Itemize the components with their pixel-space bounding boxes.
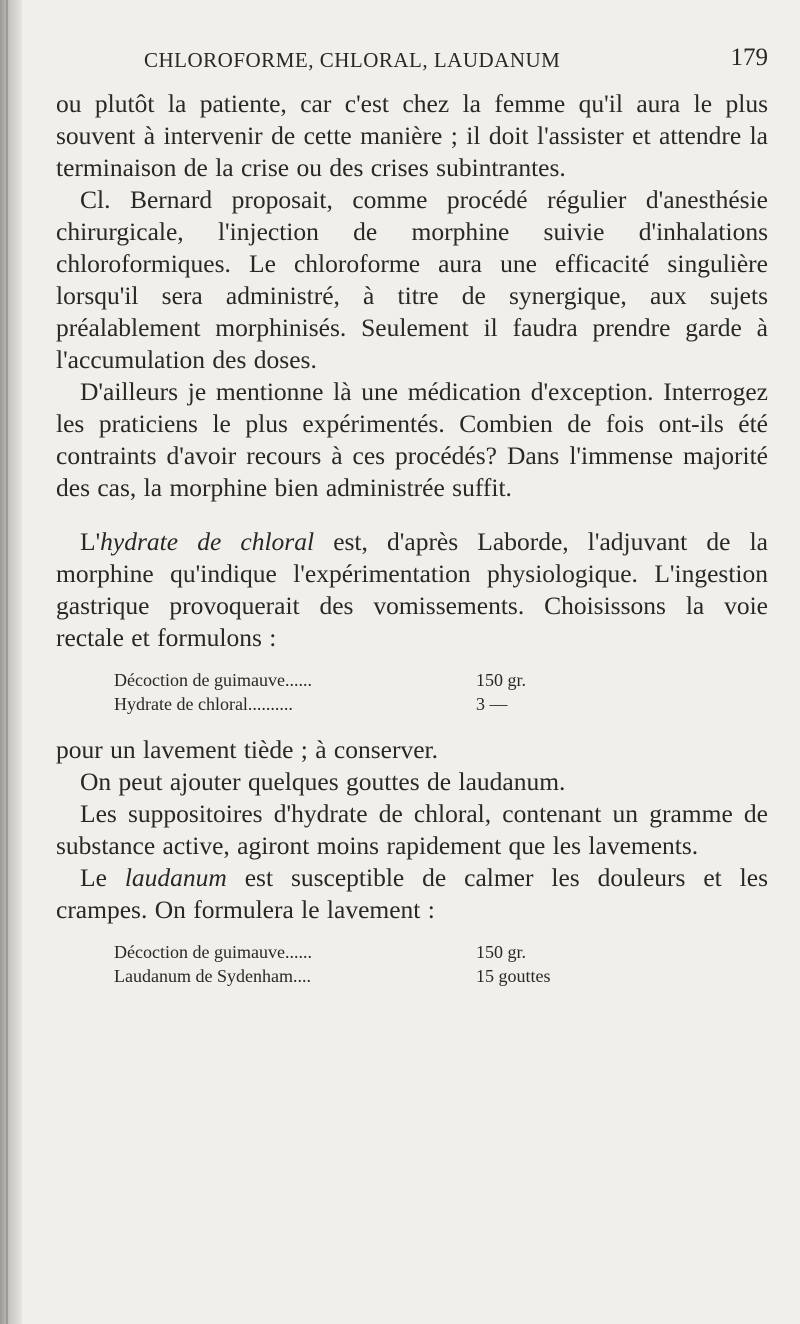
recipe-row [114,964,768,988]
paragraph-7: Les suppositoires d'hydrate de chloral, contenant un gramme de substance active, agiront moins rapidement que les lavements. [56,799,768,860]
recipe-chloral [114,668,768,716]
term-laudanum: laudanum [124,863,227,892]
book-page [56,44,768,1006]
term-hydrate-de-chloral: hydrate de chloral [100,527,315,556]
recipe-row [114,668,768,692]
p4-rest: est, d'après Laborde, l'adjuvant de la morphine qu'indique l'expérimentation physiologique. L'ingestion gastrique provoquerait des vomissements. Choisissons la voie rectale et formulons : [56,527,768,652]
recipe-ingredient: Hydrate de chloral.......... [114,694,293,714]
paragraph-2: Cl. Bernard proposait, comme procédé régulier d'anesthésie chirurgicale, l'injection de morphine suivie d'inhalations chloroformiques. Le chloroforme aura une efficacité singulière lorsqu'il sera administré, à titre de synergique, aux sujets préalablement morphinisés. Seulement il faudra prendre garde à l'accumulation des doses. [56,185,768,374]
recipe-ingredient: Décoction de guimauve...... [114,670,312,690]
gutter-edge [6,0,8,1324]
book-gutter [0,0,22,1324]
page-number: 179 [730,44,768,71]
recipe-laudanum [114,940,768,988]
recipe-quantity: 3 — [476,694,508,714]
paragraph-5: pour un lavement tiède ; à conserver. [56,735,438,764]
p8-rest: est susceptible de calmer les douleurs et les crampes. On formulera le lavement : [56,863,768,924]
paragraph-4 [56,526,768,654]
running-head: CHLOROFORME, CHLORAL, LAUDANUM [144,48,561,72]
paragraph-1: ou plutôt la patiente, car c'est chez la femme qu'il aura le plus souvent à intervenir de cette manière ; il doit l'assister et attendre la terminaison de la crise ou des crises subintrantes. [56,89,768,182]
paragraph-3: D'ailleurs je mentionne là une médication d'exception. Interrogez les praticiens le plus expérimentés. Combien de fois ont-ils été contraints d'avoir recours à ces procédés? Dans l'immense majorité des cas, la morphine bien administrée suffit. [56,377,768,502]
recipe-quantity: 150 gr. [476,942,527,962]
recipe-quantity: 15 gouttes [476,966,551,986]
recipe-ingredient: Décoction de guimauve...... [114,942,312,962]
p4-prefix: L' [80,527,101,556]
paragraph-6: On peut ajouter quelques gouttes de laudanum. [80,767,566,796]
p8-prefix: Le [80,863,125,892]
paragraph-8 [56,862,768,926]
recipe-quantity: 150 gr. [476,670,527,690]
page-header [56,44,768,88]
recipe-row [114,692,768,716]
recipe-row [114,940,768,964]
recipe-ingredient: Laudanum de Sydenham.... [114,966,311,986]
